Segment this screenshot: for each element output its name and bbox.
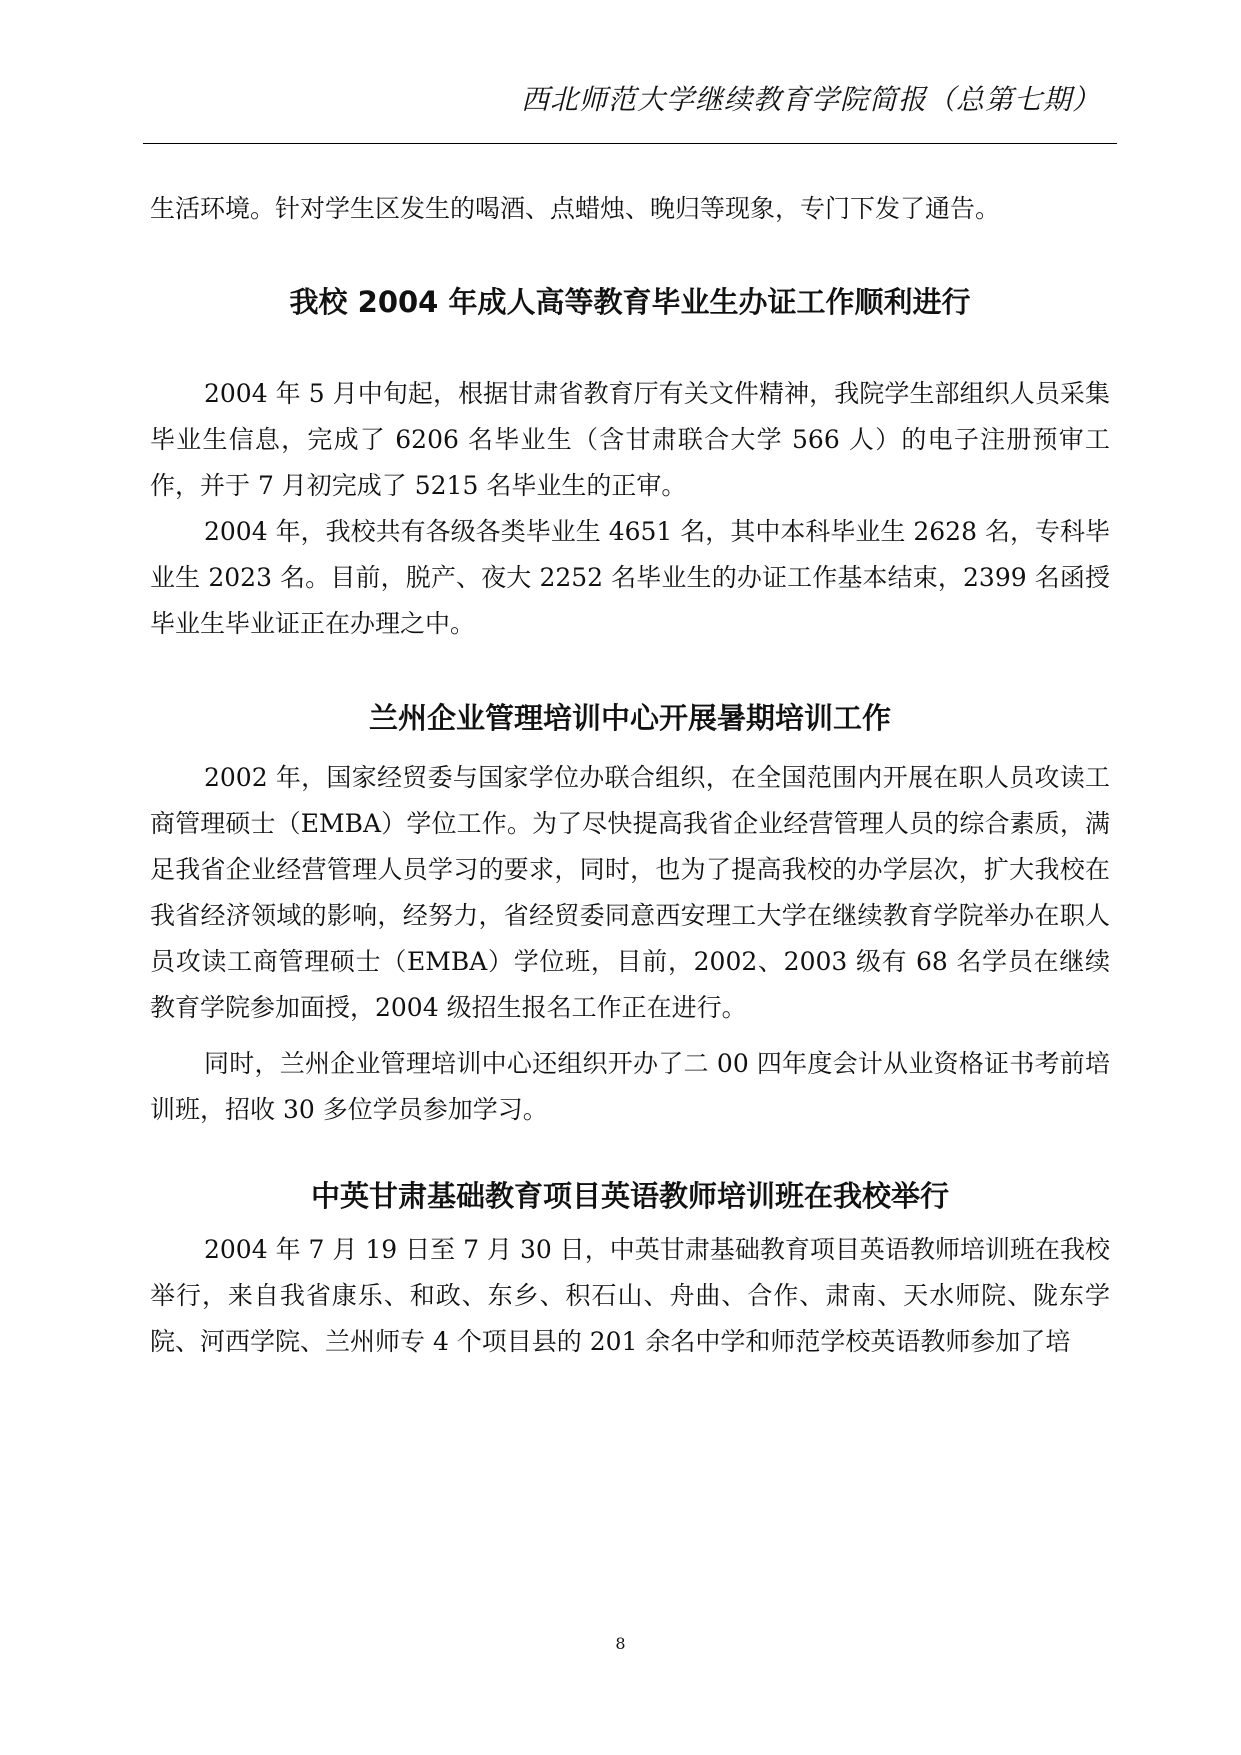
section-heading: 中英甘肃基础教育项目英语教师培训班在我校举行	[310, 1179, 949, 1213]
page-number: 8	[615, 1634, 626, 1653]
section-english-teacher-training	[150, 1173, 1110, 1365]
intro-paragraph: 生活环境。针对学生区发生的喝酒、点蜡烛、晚归等现象，专门下发了通告。	[150, 194, 1001, 223]
header-divider	[143, 143, 1117, 144]
section-paragraph: 2002 年，国家经贸委与国家学位办联合组织，在全国范围内开展在职人员攻读工商管理硕士（EMBA）学位工作。为了尽快提高我省企业经营管理人员的综合素质，满足我省企业经营管理人员学习的要求，同时，也为了提高我校的办学层次，扩大我校在我省经济领域的影响，经努力，省经贸委同意西安理工大学在继续教育学院举办在职人员攻读工商管理硕士（EMBA）学位班，目前，2002、2003 级有 68 名学员在继续教育学院参加面授，2004 级招生报名工作正在进行。	[150, 763, 1110, 1022]
section-paragraph: 2004 年 7 月 19 日至 7 月 30 日，中英甘肃基础教育项目英语教师培训班在我校举行，来自我省康乐、和政、东乡、积石山、舟曲、合作、肃南、天水师院、陇东学院、河西学院、兰州师专 4 个项目县的 201 余名中学和师范学校英语教师参加了培	[150, 1235, 1110, 1356]
section-heading: 兰州企业管理培训中心开展暑期培训工作	[368, 701, 891, 735]
section-enterprise-training	[150, 695, 1110, 1133]
section-paragraph: 2004 年 5 月中旬起，根据甘肃省教育厅有关文件精神，我院学生部组织人员采集毕业生信息，完成了 6206 名毕业生（含甘肃联合大学 566 人）的电子注册预审工作，并于 7 月初完成了 5215 名毕业生的正审。	[150, 379, 1110, 500]
page-content	[150, 186, 1110, 1365]
section-graduate-certificates	[150, 279, 1110, 647]
section-heading: 我校 2004 年成人高等教育毕业生办证工作顺利进行	[289, 285, 971, 319]
section-paragraph: 同时，兰州企业管理培训中心还组织开办了二 00 四年度会计从业资格证书考前培训班，招收 30 多位学员参加学习。	[150, 1049, 1110, 1124]
section-paragraph: 2004 年，我校共有各级各类毕业生 4651 名，其中本科毕业生 2628 名，专科毕业生 2023 名。目前，脱产、夜大 2252 名毕业生的办证工作基本结束，2399 名函授毕业生毕业证正在办理之中。	[150, 517, 1110, 638]
bulletin-header-title: 西北师范大学继续教育学院简报（总第七期）	[520, 83, 1101, 116]
